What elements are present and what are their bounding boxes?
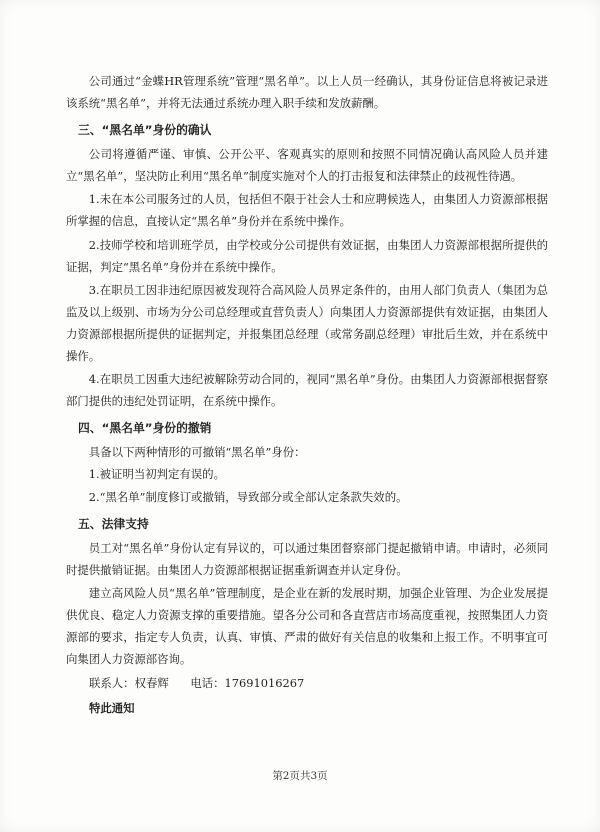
section-3-item-1: 1.未在本公司服务过的人员，包括但不限于社会人士和应聘候选人，由集团人力资源部根据所掌握的信息，直接认定“黑名单”身份并在系统中操作。 bbox=[66, 192, 548, 229]
section-3-item-2: 2.技师学校和培训班学员，由学校或分公司提供有效证据，由集团人力资源部根据所提供的证据，判定“黑名单”身份并在系统中操作。 bbox=[66, 237, 548, 274]
contact-phone: 电话：17691016267 bbox=[190, 676, 305, 691]
intro-paragraph: 公司通过“金蝶HR管理系统”管理“黑名单”。以上人员一经确认，其身份证信息将被记录进该系统“黑名单”，并将无法通过系统办理入职手续和发放薪酬。 bbox=[66, 74, 548, 111]
section-3-paragraph: 公司将遵循严谨、审慎、公开公平、客观真实的原则和按照不同情况确认高风险人员并建立“黑名单”，坚决防止利用“黑名单”制度实施对个人的打击报复和法律禁止的歧视性待遇。 bbox=[66, 147, 548, 184]
page-number: 第2页共3页 bbox=[272, 770, 328, 782]
section-3-item-3: 3.在职员工因非违纪原因被发现符合高风险人员界定条件的，由用人部门负责人（集团为总监及以上级别、市场为分公司总经理或直营负责人）向集团人力资源部提供有效证据，由集团人力资源部根据所提供的证据判定，并报集团总经理（或常务副总经理）审批后生效，并在系统中操作。 bbox=[66, 282, 548, 364]
contact-line bbox=[66, 672, 548, 694]
section-4-item-1: 1.被证明当初判定有误的。 bbox=[88, 467, 225, 482]
section-5-heading: 五、法律支持 bbox=[78, 516, 149, 531]
section-5-paragraph-2: 建立高风险人员“黑名单”管理制度，是企业在新的发展时期，加强企业管理、为企业发展提供优良、稳定人力资源支撑的重要措施。望各分公司和各直营店市场高度重视，按照集团人力资源部的要求，指定专人负责，认真、审慎、严肃的做好有关信息的收集和上报工作。不明事宜可向集团人力资源部咨询。 bbox=[66, 585, 548, 667]
section-4-heading: 四、“黑名单”身份的撤销 bbox=[78, 421, 212, 436]
closing-text: 特此通知 bbox=[89, 701, 135, 716]
section-3-heading: 三、“黑名单”身份的确认 bbox=[78, 123, 212, 138]
section-5-paragraph-1: 员工对“黑名单”身份认定有异议的，可以通过集团督察部门提起撤销申请。申请时，必须同时提供撤销证据。由集团人力资源部根据证据重新调查并认定身份。 bbox=[66, 540, 548, 577]
contact-person: 联系人：权春辉 bbox=[89, 676, 169, 691]
section-4-item-2: 2.“黑名单”制度修订或撤销，导致部分或全部认定条款失效的。 bbox=[88, 489, 408, 504]
section-3-item-4: 4.在职员工因重大违纪被解除劳动合同的，视同“黑名单”身份。由集团人力资源部根据督察部门提供的违纪处罚证明，在系统中操作。 bbox=[66, 372, 548, 409]
section-4-paragraph: 具备以下两种情形的可撤销“黑名单”身份： bbox=[88, 445, 306, 460]
document-body bbox=[66, 70, 548, 719]
